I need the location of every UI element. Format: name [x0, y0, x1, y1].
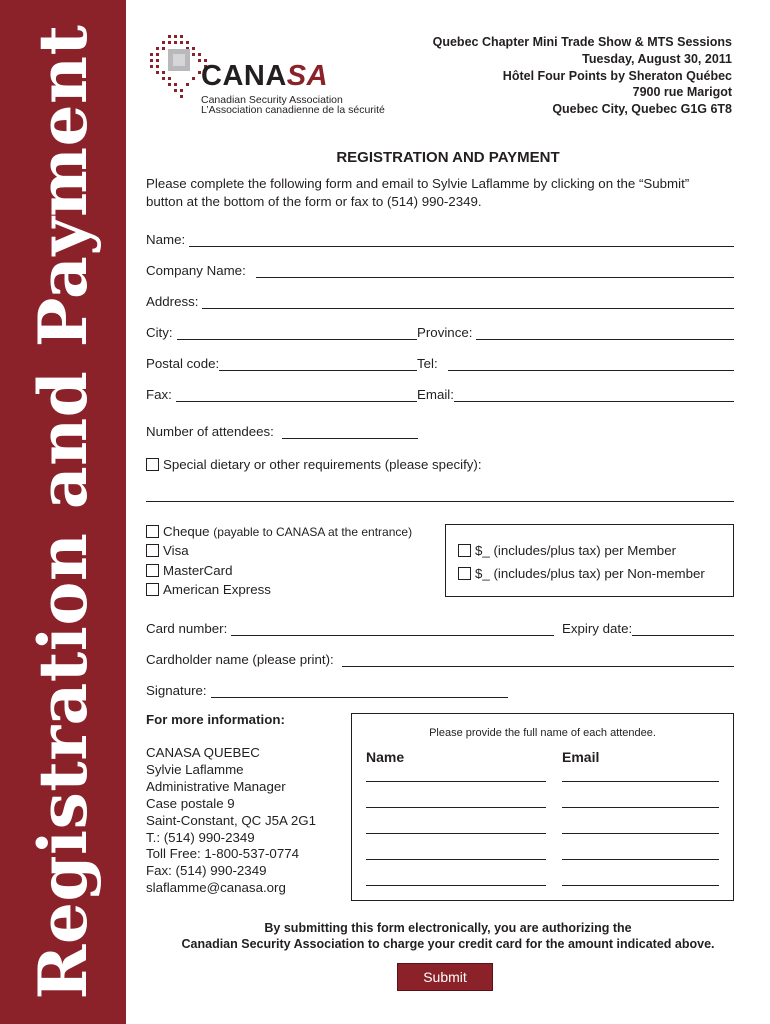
company-label: Company Name:	[146, 263, 246, 278]
logo-word-main: CANA	[201, 60, 287, 92]
expiry-field[interactable]	[562, 618, 734, 636]
attendee-email-header: Email	[562, 749, 600, 765]
attendee-email-line[interactable]	[562, 833, 719, 834]
event-date: Tuesday, August 30, 2011	[582, 51, 732, 66]
amex-checkbox[interactable]	[146, 582, 271, 597]
nonmember-price-checkbox-box[interactable]	[458, 567, 471, 580]
form-intro: Please complete the following form and email to Sylvie Laflamme by clicking on the “Submit” button at the bottom of the form or fax to (514) 990-2349.	[146, 176, 690, 209]
email-line[interactable]	[454, 388, 734, 402]
logo-tagline-en: Canadian Security Association	[201, 94, 343, 106]
province-label: Province:	[417, 325, 473, 340]
logo-word-accent: SA	[286, 60, 329, 92]
card-number-line[interactable]	[231, 622, 554, 636]
expiry-label: Expiry date:	[562, 621, 633, 636]
authorization-notice	[126, 920, 770, 952]
contact-email: slaflamme@canasa.org	[146, 880, 286, 896]
nonmember-price-label: $_ (includes/plus tax) per Non-member	[475, 566, 705, 581]
contact-tel: T.: (514) 990-2349	[146, 829, 255, 845]
nonmember-price-checkbox[interactable]	[458, 566, 705, 581]
attendees-count-field[interactable]	[146, 421, 418, 439]
price-box	[445, 524, 734, 597]
mastercard-checkbox-box[interactable]	[146, 564, 159, 577]
fax-label: Fax:	[146, 387, 172, 402]
attendee-name-line[interactable]	[366, 859, 546, 860]
attendee-email-line[interactable]	[562, 807, 719, 808]
amex-label: American Express	[163, 582, 271, 597]
contact-org: CANASA QUEBEC	[146, 745, 260, 760]
signature-field[interactable]	[146, 680, 508, 698]
signature-label: Signature:	[146, 683, 207, 698]
mastercard-label: MasterCard	[163, 563, 233, 578]
address-label: Address:	[146, 294, 199, 309]
cheque-checkbox-box[interactable]	[146, 525, 159, 538]
tel-field[interactable]	[417, 353, 734, 371]
card-number-label: Card number:	[146, 621, 228, 636]
attendee-name-line[interactable]	[366, 781, 546, 782]
visa-checkbox-box[interactable]	[146, 544, 159, 557]
attendees-count-label: Number of attendees:	[146, 424, 274, 439]
tel-line[interactable]	[448, 357, 734, 371]
card-number-field[interactable]	[146, 618, 554, 636]
mastercard-checkbox[interactable]	[146, 563, 232, 578]
attendee-name-header: Name	[366, 749, 405, 765]
email-label: Email:	[417, 387, 454, 402]
city-field[interactable]	[146, 322, 417, 340]
contact-block	[146, 745, 316, 897]
postal-line[interactable]	[219, 357, 417, 371]
contact-person: Sylvie Laflamme	[146, 761, 244, 777]
visa-checkbox[interactable]	[146, 543, 189, 558]
event-street: 7900 rue Marigot	[632, 85, 732, 100]
attendee-email-line[interactable]	[562, 781, 719, 782]
contact-city: Saint-Constant, QC J5A 2G1	[146, 812, 316, 828]
contact-fax: Fax: (514) 990-2349	[146, 863, 267, 879]
member-price-checkbox-box[interactable]	[458, 544, 471, 557]
name-label: Name:	[146, 232, 186, 247]
contact-box: Case postale 9	[146, 795, 235, 811]
signature-line[interactable]	[211, 684, 508, 698]
event-venue: Hôtel Four Points by Sheraton Québec	[502, 68, 732, 83]
dietary-checkbox-box[interactable]	[146, 458, 159, 471]
dietary-line[interactable]	[146, 501, 734, 502]
cardholder-field[interactable]	[146, 649, 734, 667]
attendee-name-line[interactable]	[366, 885, 546, 886]
contact-role: Administrative Manager	[146, 778, 286, 794]
contact-tollfree: Toll Free: 1-800-537-0774	[146, 846, 300, 862]
amex-checkbox-box[interactable]	[146, 583, 159, 596]
city-label: City:	[146, 325, 173, 340]
authorization-line-2: Canadian Security Association to charge your credit card for the amount indicated above.	[181, 937, 715, 951]
postal-label: Postal code:	[146, 356, 220, 371]
expiry-line[interactable]	[632, 622, 734, 636]
dietary-checkbox[interactable]	[146, 457, 482, 472]
fax-field[interactable]	[146, 384, 417, 402]
authorization-line-1: By submitting this form electronically, you are authorizing the	[264, 921, 632, 935]
event-title: Quebec Chapter Mini Trade Show & MTS Sessions	[432, 35, 732, 49]
city-line[interactable]	[177, 326, 417, 340]
postal-field[interactable]	[146, 353, 417, 371]
event-details	[433, 34, 732, 118]
attendee-email-line[interactable]	[562, 885, 719, 886]
province-field[interactable]	[417, 322, 734, 340]
email-field[interactable]	[417, 384, 734, 402]
attendee-name-line[interactable]	[366, 807, 546, 808]
attendee-name-line[interactable]	[366, 833, 546, 834]
cardholder-line[interactable]	[342, 653, 734, 667]
info-heading: For more information:	[146, 712, 285, 727]
name-line[interactable]	[189, 233, 734, 247]
tel-label: Tel:	[417, 356, 438, 371]
cheque-note: (payable to CANASA at the entrance)	[213, 524, 413, 539]
submit-button[interactable]: Submit	[397, 963, 493, 991]
cheque-label: Cheque	[163, 524, 210, 539]
name-field[interactable]	[146, 229, 734, 247]
cardholder-label: Cardholder name (please print):	[146, 652, 334, 667]
event-city: Quebec City, Quebec G1G 6T8	[552, 102, 732, 117]
cheque-checkbox[interactable]	[146, 524, 412, 539]
form-title: REGISTRATION AND PAYMENT	[336, 149, 560, 166]
logo-tagline-fr: L’Association canadienne de la sécurité	[201, 104, 385, 116]
company-field[interactable]	[146, 260, 734, 278]
sidebar-title: Registration and Payment	[24, 24, 102, 1000]
province-line[interactable]	[476, 326, 734, 340]
attendee-note: Please provide the full name of each attendee.	[429, 727, 656, 739]
logo-wordmark	[201, 60, 328, 93]
address-line[interactable]	[202, 295, 734, 309]
attendees-count-line[interactable]	[282, 425, 418, 439]
member-price-label: $_ (includes/plus tax) per Member	[475, 543, 677, 558]
address-field[interactable]	[146, 291, 734, 309]
company-line[interactable]	[256, 264, 734, 278]
dietary-label: Special dietary or other requirements (please specify):	[163, 457, 482, 472]
visa-label: Visa	[163, 543, 189, 558]
fax-line[interactable]	[176, 388, 417, 402]
attendee-email-line[interactable]	[562, 859, 719, 860]
member-price-checkbox[interactable]	[458, 543, 676, 558]
